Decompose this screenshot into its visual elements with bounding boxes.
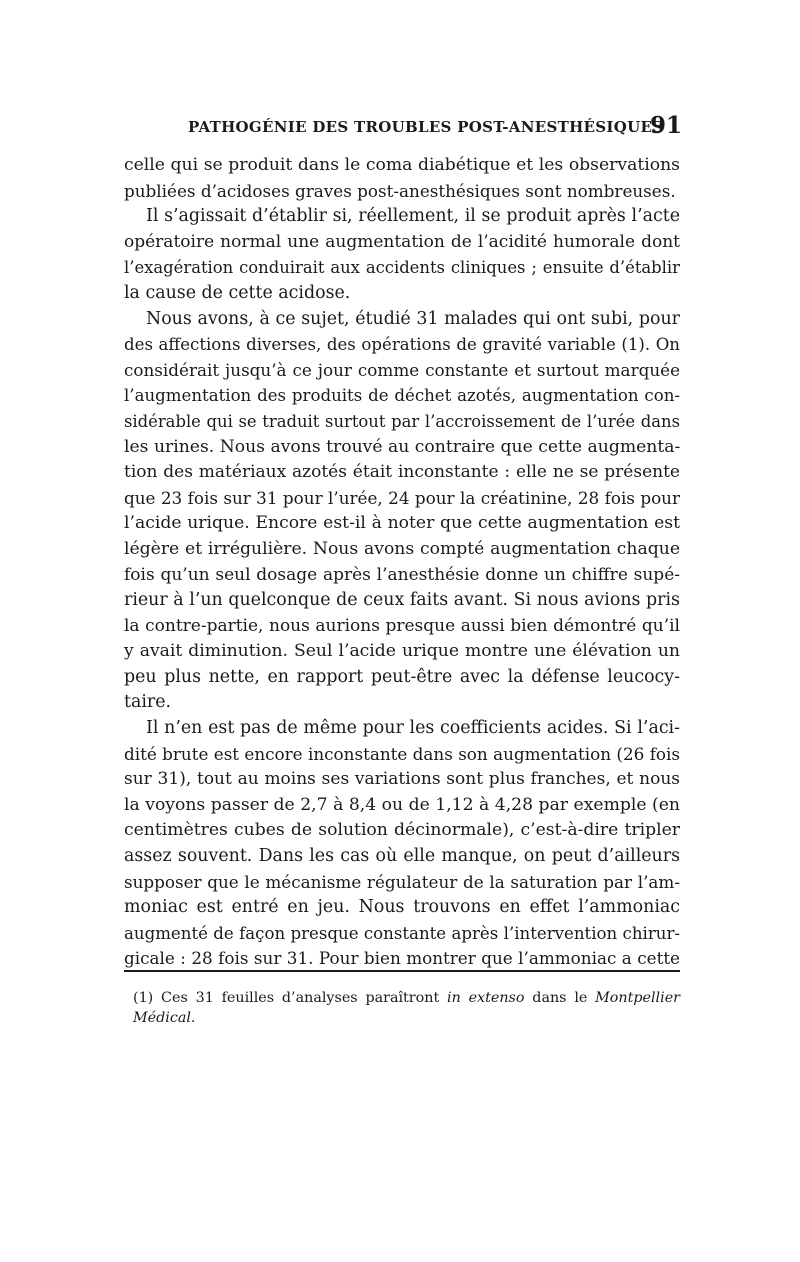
text-line: centimètres cubes de solution décinormale), c’est-à-dire tripler <box>124 820 680 841</box>
footnote-italic-text: in extenso <box>447 990 525 1006</box>
text-line: légère et irrégulière. Nous avons compté augmentation chaque <box>124 538 680 559</box>
page-header <box>188 112 682 142</box>
text-line: sur 31), tout au moins ses variations sont plus franches, et nous <box>124 769 680 790</box>
text-line: supposer que le mécanisme régulateur de la saturation par l’am- <box>124 871 680 892</box>
text-line: l’acide urique. Encore est-il à noter que cette augmentation est <box>124 513 680 534</box>
text-line: publiées d’acidoses graves post-anesthésiques sont nombreuses. <box>124 180 676 201</box>
text-line: l’augmentation des produits de déchet azotés, augmentation con- <box>124 386 680 406</box>
footnote-text: (1) Ces 31 feuilles d’analyses paraîtront <box>133 990 447 1006</box>
text-line: dité brute est encore inconstante dans son augmentation (26 fois <box>124 743 680 764</box>
text-line: opératoire normal une augmentation de l’acidité humorale dont <box>124 231 680 252</box>
footnote-line <box>133 1008 680 1028</box>
text-line: celle qui se produit dans le coma diabétique et les observations <box>124 155 680 175</box>
text-line: y avait diminution. Seul l’acide urique montre une élévation un <box>124 641 680 662</box>
body-text <box>124 153 680 972</box>
footnote-italic-text: Médical. <box>133 1010 196 1026</box>
text-line: des affections diverses, des opérations de gravité variable (1). On <box>124 335 680 355</box>
footnote-rule <box>124 970 680 972</box>
page-number: 91 <box>649 112 682 139</box>
text-line: Nous avons, à ce sujet, étudié 31 malades qui ont subi, pour <box>146 308 680 329</box>
text-line: assez souvent. Dans les cas où elle manque, on peut d’ailleurs <box>124 846 680 867</box>
running-title: PATHOGÉNIE DES TROUBLES POST-ANESTHÉSIQUES <box>188 118 664 136</box>
text-line: la contre-partie, nous aurions presque aussi bien démontré qu’il <box>124 615 680 636</box>
footnote <box>133 988 680 1028</box>
footnote-line <box>133 988 680 1008</box>
text-line: augmenté de façon presque constante après l’intervention chirur- <box>124 923 680 943</box>
text-line: que 23 fois sur 31 pour l’urée, 24 pour la créatinine, 28 fois pour <box>124 487 680 508</box>
footnote-text: dans le <box>524 990 596 1006</box>
text-line: moniac est entré en jeu. Nous trouvons en effet l’ammoniac <box>124 897 680 918</box>
text-line: peu plus nette, en rapport peut-être avec la défense leucocy- <box>124 666 680 687</box>
text-line: Il s’agissait d’établir si, réellement, il se produit après l’acte <box>146 206 680 227</box>
text-line: sidérable qui se traduit surtout par l’accroissement de l’urée dans <box>124 411 680 431</box>
text-line: les urines. Nous avons trouvé au contraire que cette augmenta- <box>124 436 681 457</box>
text-line: considérait jusqu’à ce jour comme constante et surtout marquée <box>124 359 680 380</box>
text-line: gicale : 28 fois sur 31. Pour bien montrer que l’ammoniac a cette <box>124 948 680 969</box>
footnote-italic-text: Montpellier <box>595 990 680 1006</box>
text-line: l’exagération conduirait aux accidents cliniques ; ensuite d’établir <box>124 258 680 278</box>
text-line: rieur à l’un quelconque de ceux faits avant. Si nous avions pris <box>124 590 680 611</box>
text-line: taire. <box>124 692 172 713</box>
text-line: la voyons passer de 2,7 à 8,4 ou de 1,12 à 4,28 par exemple (en <box>124 794 680 815</box>
text-line: la cause de cette acidose. <box>124 282 351 303</box>
text-line: tion des matériaux azotés était inconstante : elle ne se présente <box>124 462 680 483</box>
text-line: fois qu’un seul dosage après l’anesthésie donne un chiffre supé- <box>124 564 680 585</box>
text-line: Il n’en est pas de même pour les coefficients acides. Si l’aci- <box>146 718 680 739</box>
